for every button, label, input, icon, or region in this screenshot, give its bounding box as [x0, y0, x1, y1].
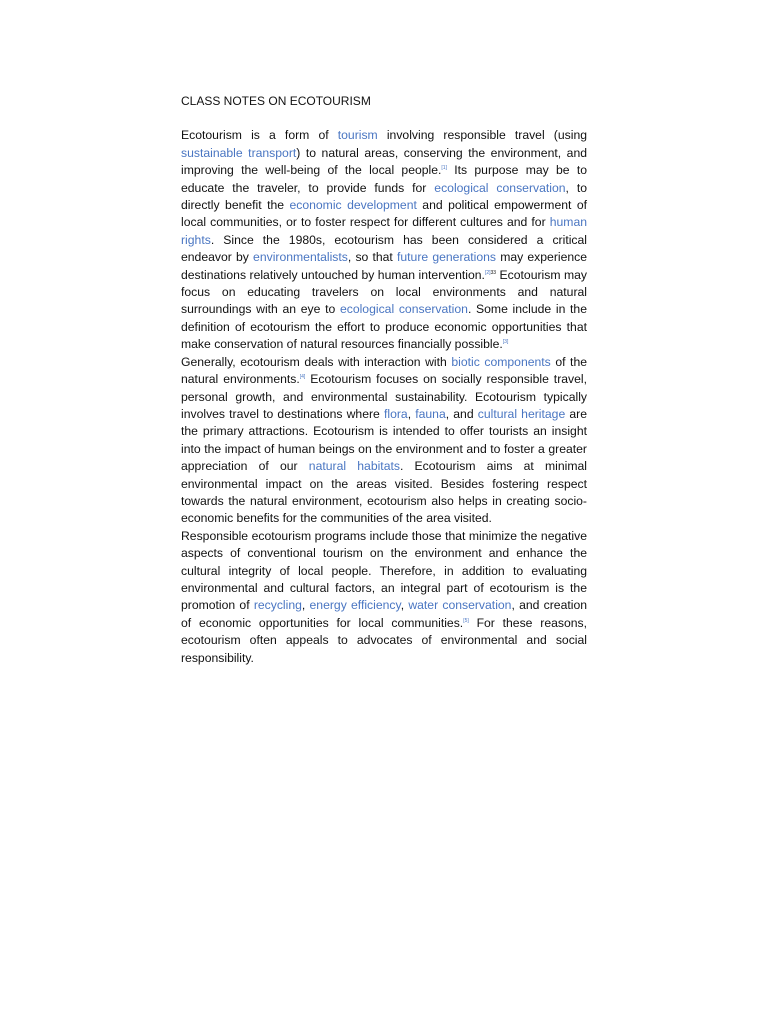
hyperlink[interactable]: natural habitats [308, 459, 400, 474]
citation-reference[interactable]: [2] [484, 269, 491, 276]
body-text: , [400, 598, 409, 613]
body-text: . Some include in the definition of ecotourism the effort to produce economic opportunities that make conservation of natural resources financially possible. [181, 302, 587, 352]
body-text: involving responsible travel (using [377, 128, 587, 143]
citation-reference[interactable]: [3] [502, 339, 509, 346]
hyperlink[interactable]: tourism [337, 128, 378, 143]
hyperlink[interactable]: human rights [181, 215, 587, 247]
hyperlink[interactable]: ecological conservation [339, 302, 468, 317]
body-text: of the natural environments. [181, 354, 587, 387]
hyperlink[interactable]: ecological conservation [434, 180, 566, 195]
body-text: , so that [347, 250, 397, 265]
document-title: CLASS NOTES ON ECOTOURISM [181, 94, 371, 108]
body-text: , and creation of economic opportunities for local communities. [181, 598, 587, 630]
body-text: Ecotourism may focus on educating travelers on local environments and natural surroundings with an eye to [181, 267, 587, 317]
body-text: For these reasons, ecotourism often appeals to advocates of environmental and social responsibility. [181, 615, 588, 665]
paragraph-3 [181, 528, 587, 667]
body-text: Generally, ecotourism deals with interaction with [181, 354, 452, 369]
body-text: Responsible ecotourism programs include those that minimize the negative aspects of conventional tourism on the environment and enhance the cultural integrity of local people. Therefore, in addition to evaluating environmental and cultural factors, an integral part of ecotourism is the promotion of [181, 528, 587, 613]
hyperlink[interactable]: energy efficiency [309, 598, 401, 613]
hyperlink[interactable]: environmentalists [253, 250, 348, 265]
paragraph-1 [181, 127, 587, 353]
body-text: . Since the 1980s, ecotourism has been considered a critical endeavor by [181, 232, 587, 265]
body-text: ) to natural areas, conserving the environment, and improving the well-being of the local people. [181, 145, 587, 178]
body-text: may experience destinations relatively untouched by human intervention. [181, 250, 588, 282]
hyperlink[interactable]: recycling [253, 598, 302, 613]
hyperlink[interactable]: future generations [397, 250, 497, 265]
body-text: , to directly benefit the [181, 180, 588, 213]
body-text: Its purpose may be to educate the traveler, to provide funds for [181, 163, 587, 195]
body-text: Ecotourism is a form of [181, 128, 338, 143]
superscript-note: 33 [490, 269, 497, 276]
body-text: , [301, 598, 310, 613]
hyperlink[interactable]: flora [383, 406, 408, 421]
document-body [181, 93, 587, 667]
body-text: . Ecotourism aims at minimal environmental impact on the areas visited. Besides fostering respect towards the natural environment, ecotourism also helps in creating socio-economic benefits for the communities of the area visited. [181, 459, 587, 526]
paragraph-2 [181, 354, 587, 528]
body-text: are the primary attractions. Ecotourism is intended to offer tourists an insight into the impact of human beings on the environment and to foster a greater appreciation of our [181, 406, 587, 474]
citation-reference[interactable]: [5] [463, 617, 469, 624]
hyperlink[interactable]: cultural heritage [477, 406, 566, 421]
body-text: , [407, 406, 416, 421]
body-text: Ecotourism focuses on socially responsible travel, personal growth, and environmental sustainability. Ecotourism typically involves travel to destinations where [181, 372, 587, 421]
citation-reference[interactable]: [1] [441, 165, 447, 172]
hyperlink[interactable]: economic development [289, 198, 417, 213]
citation-reference[interactable]: [4] [299, 374, 306, 381]
hyperlink[interactable]: fauna [415, 406, 446, 421]
hyperlink[interactable]: water conservation [408, 598, 512, 613]
body-text: , and [445, 406, 478, 421]
hyperlink[interactable]: sustainable transport [181, 145, 297, 160]
paragraph-container [181, 127, 587, 667]
body-text: and political empowerment of local communities, or to foster respect for different cultures and for [181, 198, 587, 230]
hyperlink[interactable]: biotic components [451, 354, 551, 369]
